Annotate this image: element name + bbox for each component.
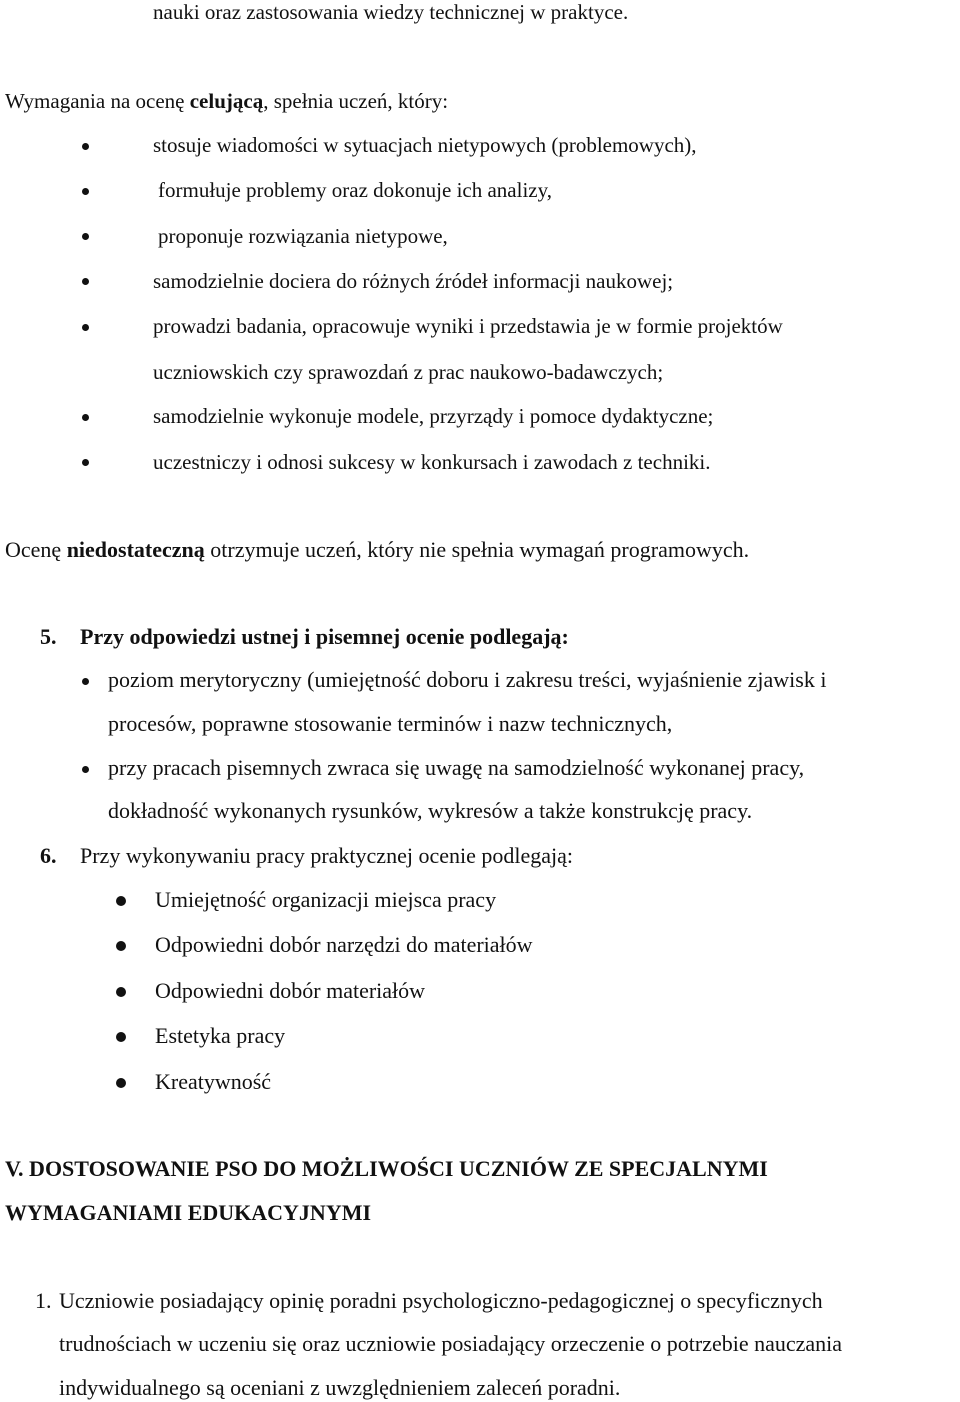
bullet-icon [116, 1032, 126, 1042]
section6-item: Odpowiedni dobór narzędzi do materiałów [155, 932, 533, 957]
section6-item: Umiejętność organizacji miejsca pracy [155, 887, 497, 912]
list-item-continuation: uczniowskich czy sprawozdań z prac naukowo-badawczych; [153, 360, 664, 384]
point1-number: 1. [35, 1288, 52, 1313]
bullet-icon [82, 188, 89, 195]
chapter-heading-line2: WYMAGANIAMI EDUKACYJNYMI [5, 1200, 372, 1225]
section6-item: Odpowiedni dobór materiałów [155, 978, 426, 1003]
list-item: samodzielnie wykonuje modele, przyrządy i pomoce dydaktyczne; [153, 404, 714, 428]
list-item: samodzielnie dociera do różnych źródeł informacji naukowej; [153, 269, 674, 293]
bullet-icon [82, 233, 89, 240]
section5-item-continuation: procesów, poprawne stosowanie terminów i nazw technicznych, [108, 711, 673, 736]
section6-item: Kreatywność [155, 1069, 272, 1094]
section6-heading: 6. Przy wykonywaniu pracy praktycznej ocenie podlegają: [40, 843, 573, 868]
point1-text-continuation: trudnościach w uczeniu się oraz uczniowie posiadający orzeczenie o potrzebie nauczania [59, 1331, 843, 1356]
section5-item: przy pracach pisemnych zwraca się uwagę na samodzielność wykonanej pracy, [108, 755, 805, 780]
intro-tail: nauki oraz zastosowania wiedzy technicznej w praktyce. [153, 0, 629, 24]
bullet-icon [116, 896, 126, 906]
point1-text-continuation: indywidualnego są oceniani z uwzględnieniem zaleceń poradni. [59, 1375, 621, 1400]
bullet-icon [116, 941, 126, 951]
bullet-icon [116, 1078, 126, 1088]
bullet-icon [116, 987, 126, 997]
list-item: stosuje wiadomości w sytuacjach nietypowych (problemowych), [153, 133, 697, 157]
niedostateczna-sentence: Ocenę niedostateczną otrzymuje uczeń, który nie spełnia wymagań programowych. [5, 537, 750, 562]
section5-item-continuation: dokładność wykonanych rysunków, wykresów a także konstrukcję pracy. [108, 798, 753, 823]
list-item: proponuje rozwiązania nietypowe, [158, 224, 448, 248]
list-item: formułuje problemy oraz dokonuje ich analizy, [158, 178, 553, 202]
section6-item: Estetyka pracy [155, 1023, 286, 1048]
list-item: uczestniczy i odnosi sukcesy w konkursach i zawodach z techniki. [153, 450, 711, 474]
bullet-icon [82, 414, 89, 421]
section5-item: poziom merytoryczny (umiejętność doboru i zakresu treści, wyjaśnienie zjawisk i [108, 667, 827, 692]
bullet-icon [82, 324, 89, 331]
chapter-heading-line1: V. DOSTOSOWANIE PSO DO MOŻLIWOŚCI UCZNIÓW ZE SPECJALNYMI [5, 1156, 768, 1181]
section5-heading: 5. Przy odpowiedzi ustnej i pisemnej ocenie podlegają: [40, 624, 569, 649]
point1-text: Uczniowie posiadający opinię poradni psychologiczno-pedagogicznej o specyficznych [59, 1288, 823, 1313]
bullet-icon [82, 678, 89, 685]
bullet-icon [82, 766, 89, 773]
celujaca-lead: Wymagania na ocenę celującą, spełnia uczeń, który: [5, 89, 449, 113]
list-item: prowadzi badania, opracowuje wyniki i przedstawia je w formie projektów [153, 314, 783, 338]
bullet-icon [82, 143, 89, 150]
bullet-icon [82, 459, 89, 466]
bullet-icon [82, 278, 89, 285]
